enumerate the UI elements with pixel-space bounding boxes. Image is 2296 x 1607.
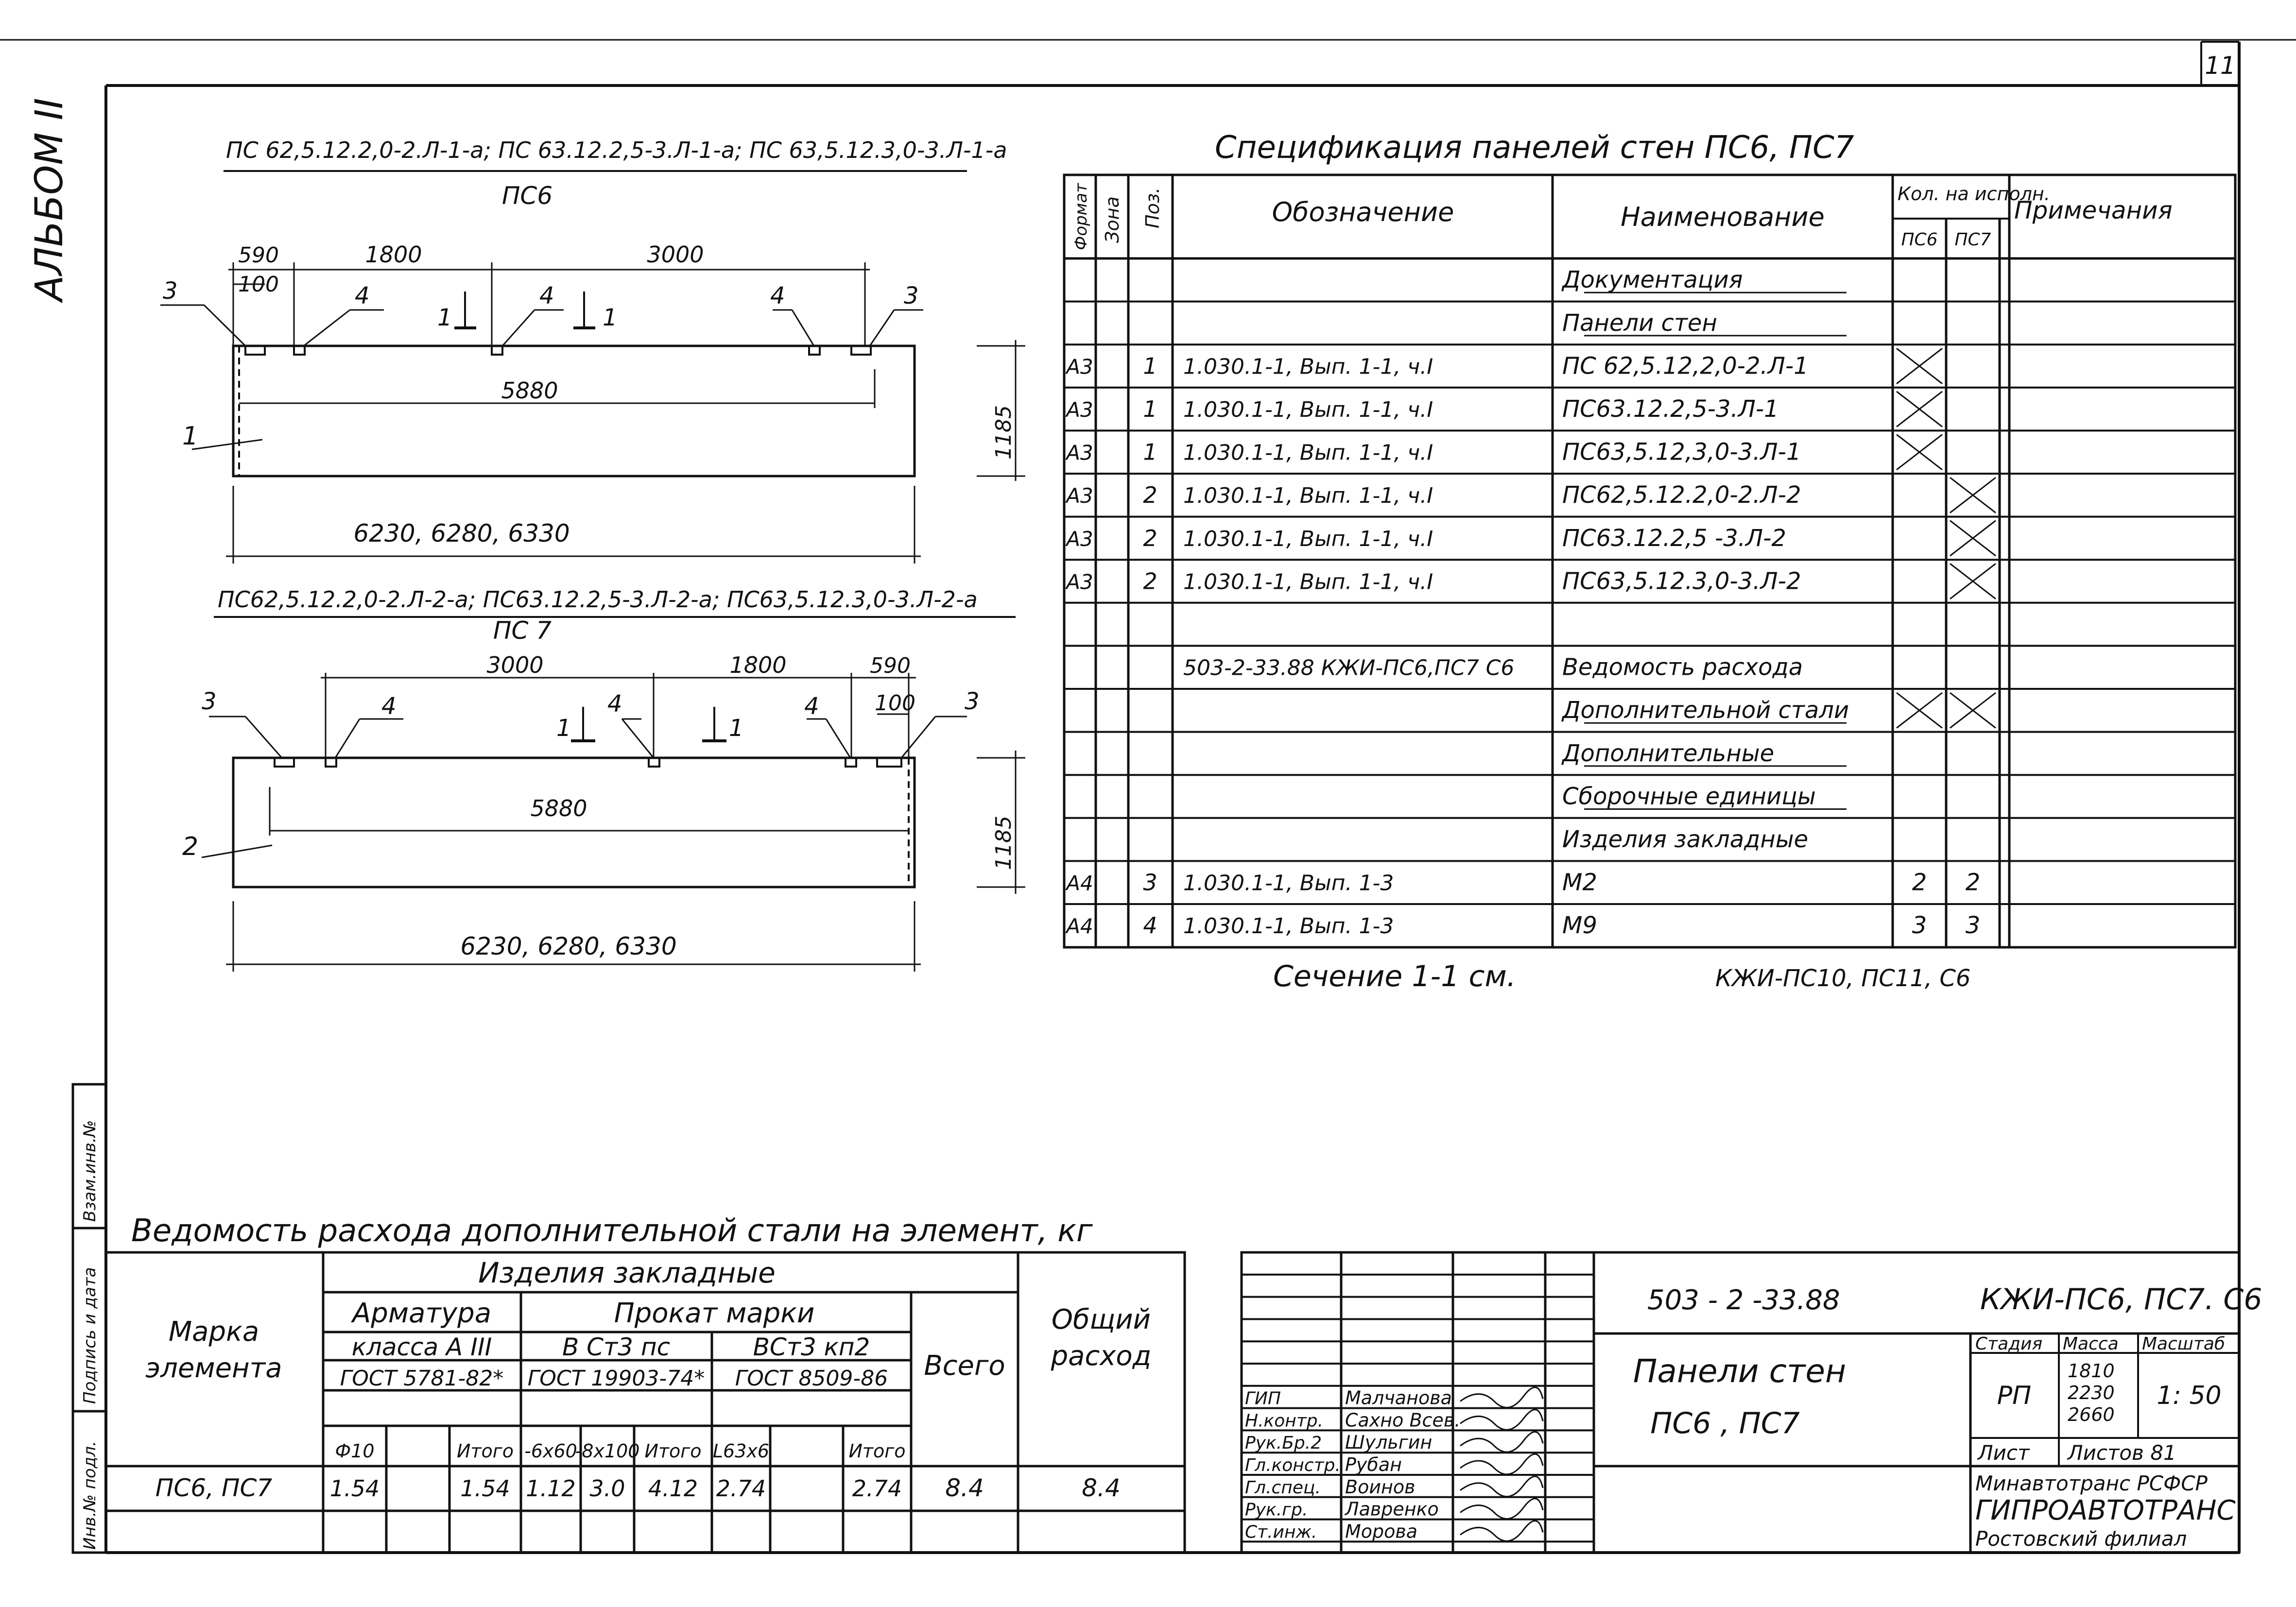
spec-h-qty-ps6: ПС6 (1901, 230, 1938, 250)
signature-scribble (1460, 1454, 1543, 1474)
tb-person-role: Рук.гр. (1245, 1500, 1308, 1520)
steel-row-common: 8.4 (1082, 1474, 1121, 1502)
sheet-number: 11 (2205, 51, 2236, 80)
spec-cell-name: ПС 62,5.12,2,0-2.Л-1 (1562, 352, 1809, 380)
ps6-dim-590: 590 (238, 243, 279, 268)
ps6-dim-1800: 1800 (365, 241, 422, 268)
tb-mass-h: Масса (2063, 1334, 2119, 1354)
ps7-callout-2-panel: 2 (182, 832, 199, 861)
signature-scribble (1460, 1476, 1543, 1497)
steel-subcolumn-headers (335, 1440, 905, 1462)
spec-h-zone: Зона (1102, 196, 1123, 243)
spec-cell-pos: 1 (1143, 439, 1157, 465)
spec-h-pos: Поз. (1142, 187, 1163, 228)
spec-cell-designation: 1.030.1-1, Вып. 1-1, ч.I (1183, 483, 1433, 509)
spec-cell-name: ПС62,5.12.2,0-2.Л-2 (1562, 481, 1801, 509)
steel-h-gost1: ГОСТ 5781-82* (340, 1366, 504, 1391)
stamp-inv-podl: Инв.№ подл. (80, 1441, 100, 1550)
steel-row-mark: ПС6, ПС7 (155, 1474, 273, 1502)
tb-person-name: Шульгин (1345, 1432, 1433, 1453)
spec-cell-format: А3 (1066, 441, 1093, 465)
steel-row-values (330, 1475, 902, 1502)
spec-cell-pos: 2 (1143, 568, 1157, 595)
steel-subcol-header: Итого (456, 1440, 514, 1462)
ps6-callout-4c: 4 (770, 282, 785, 309)
ps6-callout-4a: 4 (355, 282, 370, 309)
panel-ps7-marks: ПС62,5.12.2,0-2.Л-2-а; ПС63.12.2,5-3.Л-2-а; ПС63,5.12.3,0-3.Л-2-а (218, 586, 978, 613)
spec-cell-format: А3 (1066, 527, 1093, 551)
spec-cell-pos: 2 (1143, 482, 1157, 509)
steel-h-total: Всего (924, 1350, 1005, 1382)
ps6-dim-total: 6230, 6280, 6330 (353, 519, 570, 547)
spec-footer-left: Сечение 1-1 см. (1273, 959, 1516, 993)
spec-cell-name: ПС63,5.12,3,0-3.Л-1 (1562, 438, 1801, 466)
ps6-dim-3000: 3000 (647, 241, 704, 268)
signature-scribble (1460, 1387, 1543, 1408)
steel-h-armatura: Арматура (352, 1298, 492, 1329)
ps7-callout-4c: 4 (804, 693, 819, 720)
spec-footer-right: КЖИ-ПС10, ПС11, С6 (1715, 965, 1971, 992)
spec-cell-ps6: 2 (1912, 869, 1927, 896)
tb-scale: 1: 50 (2157, 1381, 2222, 1410)
tb-mass-1: 1810 (2068, 1360, 2115, 1382)
ps7-dim-total: 6230, 6280, 6330 (460, 932, 677, 960)
spec-cell-pos: 2 (1143, 525, 1157, 551)
panel-ps6-marks: ПС 62,5.12.2,0-2.Л-1-а; ПС 63.12.2,5-3.Л-1-а; ПС 63,5.12.3,0-3.Л-1-а (226, 137, 1007, 163)
spec-cell-designation: 1.030.1-1, Вып. 1-1, ч.I (1183, 354, 1433, 379)
panel-ps7-title: ПС 7 (493, 616, 552, 645)
tb-sheet-h: Лист (1978, 1441, 2030, 1465)
stamp-vzam: Взам.инв.№ (80, 1120, 100, 1222)
steel-subcol-header: L63х6 (712, 1440, 770, 1462)
steel-subcol-header: -8х100 (575, 1440, 640, 1462)
ps6-callout-3-right: 3 (904, 282, 919, 309)
ps6-dim-100: 100 (238, 272, 279, 297)
spec-table (1064, 130, 2235, 993)
tb-org-3: Ростовский филиал (1975, 1527, 2187, 1551)
signature-scribble (1460, 1410, 1543, 1430)
signature-scribble (1460, 1432, 1543, 1452)
panel-ps6-drawing (160, 137, 1025, 564)
steel-row-value: 4.12 (648, 1475, 698, 1502)
ps6-callout-1a: 1 (437, 304, 452, 331)
tb-person-role: Гл.констр. (1245, 1455, 1341, 1475)
stamp-podpis: Подпись и дата (80, 1267, 100, 1404)
steel-h-klass: класса А III (351, 1333, 492, 1361)
steel-row-value: 1.54 (460, 1475, 510, 1502)
spec-cell-name: Панели стен (1562, 309, 1717, 337)
spec-cell-name: Дополнительной стали (1562, 697, 1849, 724)
spec-cell-format: А4 (1066, 871, 1093, 895)
ps7-dim-1800: 1800 (729, 652, 787, 678)
steel-h-mark-1: Марка (168, 1316, 259, 1348)
spec-cell-name: ПС63,5.12.3,0-3.Л-2 (1562, 567, 1801, 595)
spec-cell-designation: 1.030.1-1, Вып. 1-1, ч.I (1183, 440, 1433, 465)
ps7-callout-1a: 1 (556, 715, 571, 742)
steel-title: Ведомость расхода дополнительной стали на элемент, кг (131, 1213, 1093, 1249)
ps7-callout-1b: 1 (729, 715, 744, 742)
steel-h-common-2: расход (1051, 1340, 1152, 1372)
spec-cell-name: ПС63.12.2,5 -3.Л-2 (1562, 524, 1786, 552)
steel-row-value: 2.74 (716, 1475, 766, 1502)
ps6-callout-3-left: 3 (163, 277, 178, 305)
ps7-dim-590: 590 (870, 653, 911, 678)
tb-name-2: ПС6 , ПС7 (1650, 1406, 1800, 1440)
tb-person-role: Гл.спец. (1245, 1477, 1321, 1498)
tb-person-role: Рук.Бр.2 (1245, 1433, 1322, 1453)
spec-cell-designation: 1.030.1-1, Вып. 1-3 (1183, 871, 1394, 896)
ps6-callout-1b: 1 (603, 304, 618, 331)
tb-person-name: Малчанова (1345, 1387, 1452, 1409)
spec-cell-designation: 1.030.1-1, Вып. 1-3 (1183, 914, 1394, 939)
steel-row-value: 3.0 (589, 1475, 625, 1502)
steel-subcol-header: Итого (848, 1440, 906, 1462)
title-block (1242, 1252, 2262, 1553)
tb-person-name: Воинов (1345, 1476, 1416, 1498)
tb-name-1: Панели стен (1633, 1352, 1847, 1390)
ps6-callout-1-panel: 1 (182, 422, 199, 451)
spec-title: Спецификация панелей стен ПС6, ПС7 (1215, 130, 1854, 166)
ps7-callout-3-right: 3 (965, 688, 980, 715)
steel-row-value: 1.12 (526, 1475, 576, 1502)
spec-cell-designation: 503-2-33.88 КЖИ-ПС6,ПС7 С6 (1183, 655, 1515, 681)
spec-cell-designation: 1.030.1-1, Вып. 1-1, ч.I (1183, 526, 1433, 551)
tb-org-2: ГИПРОАВТОТРАНС (1975, 1495, 2236, 1526)
spec-cell-format: А3 (1066, 570, 1093, 594)
spec-h-note: Примечания (2014, 196, 2173, 224)
steel-h-vst3kp2: ВСт3 кп2 (753, 1333, 870, 1361)
ps7-dim-1185: 1185 (991, 816, 1016, 870)
steel-h-prokat: Прокат марки (614, 1298, 815, 1329)
spec-cell-ps6: 3 (1912, 912, 1927, 940)
spec-cell-ps7: 2 (1965, 869, 1981, 896)
tb-sheets-h: Листов 81 (2068, 1441, 2176, 1465)
steel-row-total: 8.4 (945, 1474, 984, 1502)
ps6-dim-1185: 1185 (991, 405, 1016, 460)
panel-ps7-drawing (182, 586, 1025, 972)
tb-person-name: Морова (1345, 1521, 1418, 1542)
tb-person-name: Лавренко (1345, 1498, 1439, 1520)
ps7-callout-4b: 4 (607, 690, 622, 718)
tb-org-1: Минавтотранс РСФСР (1975, 1471, 2208, 1495)
steel-h-common-1: Общий (1051, 1304, 1151, 1335)
spec-h-qty-ps7: ПС7 (1954, 230, 1991, 250)
tb-code: 503 - 2 -33.88 (1647, 1284, 1840, 1316)
ps6-dim-5880: 5880 (501, 377, 558, 404)
tb-doc: КЖИ-ПС6, ПС7. С6 (1980, 1282, 2262, 1316)
panel-ps6-title: ПС6 (501, 182, 553, 210)
steel-subcol-header: Итого (644, 1440, 702, 1462)
spec-cell-name: Изделия закладные (1562, 826, 1809, 854)
signature-scribble (1460, 1499, 1543, 1519)
spec-h-format: Формат (1071, 183, 1091, 250)
spec-cell-pos: 3 (1143, 869, 1157, 896)
spec-cell-name: М2 (1562, 869, 1597, 896)
steel-h-mark-2: элемента (145, 1352, 282, 1384)
spec-cell-format: А3 (1066, 355, 1093, 379)
tb-mass-3: 2660 (2068, 1404, 2115, 1425)
tb-person-role: ГИП (1245, 1388, 1281, 1409)
spec-cell-name: Ведомость расхода (1562, 653, 1803, 681)
ps7-callout-4a: 4 (381, 693, 397, 720)
spec-cell-name: Дополнительные (1562, 739, 1775, 767)
spec-cell-name: ПС63.12.2,5-3.Л-1 (1562, 395, 1779, 423)
tb-mass-2: 2230 (2068, 1382, 2115, 1403)
spec-cell-name: Документация (1562, 266, 1743, 294)
spec-h-name: Наименование (1621, 202, 1825, 232)
ps7-dim-100: 100 (875, 691, 915, 716)
spec-cell-pos: 4 (1143, 912, 1157, 939)
steel-row-value: 1.54 (329, 1475, 380, 1502)
tb-scale-h: Масштаб (2142, 1334, 2226, 1354)
signature-scribble (1460, 1521, 1543, 1541)
spec-cell-format: А4 (1066, 914, 1093, 939)
steel-h-vst3ps: В Ст3 пс (562, 1333, 671, 1361)
steel-h-group: Изделия закладные (478, 1256, 776, 1289)
spec-cell-name: Сборочные единицы (1562, 783, 1816, 810)
spec-h-designation: Обозначение (1272, 197, 1454, 227)
steel-table (106, 1213, 1185, 1553)
steel-row-value: 2.74 (852, 1475, 902, 1502)
spec-cell-ps7: 3 (1965, 912, 1981, 940)
tb-person-role: Ст.инж. (1245, 1522, 1317, 1542)
spec-cell-pos: 1 (1143, 396, 1157, 423)
steel-subcol-header: -6х60 (524, 1440, 577, 1462)
steel-h-gost2: ГОСТ 19903-74* (527, 1366, 705, 1391)
album-side-title: АЛЬБОМ II (28, 98, 71, 301)
ps6-callout-4b: 4 (539, 282, 554, 309)
spec-cell-format: А3 (1066, 398, 1093, 422)
tb-person-name: Сахно Всев. (1345, 1409, 1461, 1431)
tb-person-name: Рубан (1345, 1454, 1402, 1475)
ps7-dim-5880: 5880 (530, 795, 587, 821)
ps7-callout-3-left: 3 (202, 688, 217, 715)
steel-subcol-header: Ф10 (335, 1440, 375, 1462)
tb-stage-h: Стадия (1975, 1334, 2043, 1354)
tb-person-role: Н.контр. (1245, 1411, 1324, 1431)
spec-cell-designation: 1.030.1-1, Вып. 1-1, ч.I (1183, 397, 1433, 423)
spec-h-qty: Кол. на исполн. (1898, 183, 2050, 205)
spec-cell-designation: 1.030.1-1, Вып. 1-1, ч.I (1183, 569, 1433, 595)
ps7-dim-3000: 3000 (486, 652, 544, 678)
spec-cell-format: А3 (1066, 484, 1093, 508)
steel-h-gost3: ГОСТ 8509-86 (735, 1366, 888, 1391)
spec-cell-name: М9 (1562, 912, 1597, 940)
spec-cell-pos: 1 (1143, 353, 1157, 379)
tb-stage: РП (1997, 1381, 2032, 1410)
